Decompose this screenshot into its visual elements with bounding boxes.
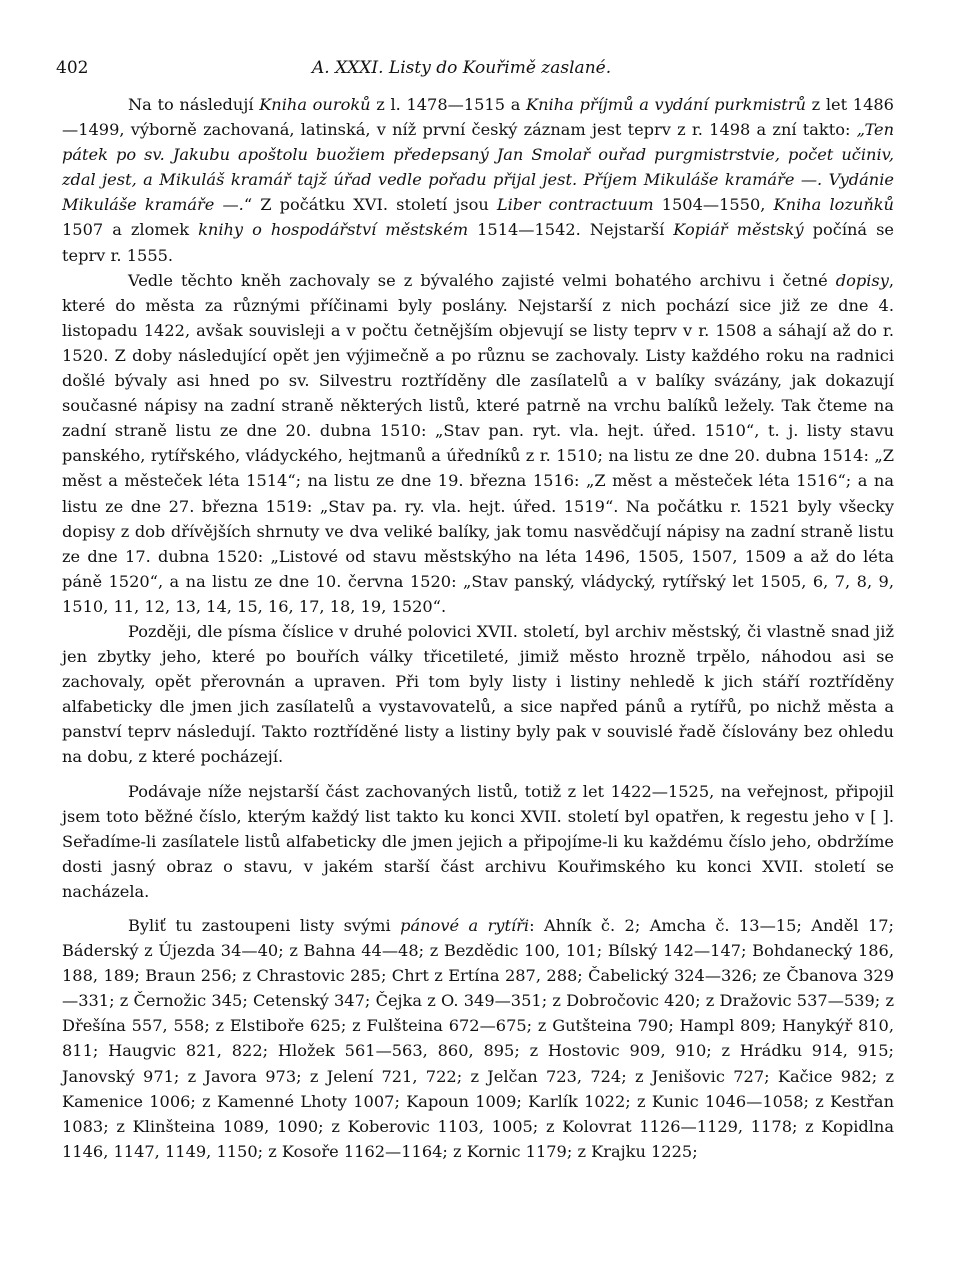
text-run: počíná se teprv r. 1555.	[62, 220, 894, 265]
text-run: Později, dle písma číslice v druhé polovici XVII. století, byl archiv městský, či vlastně snad již jen zbytky jeho, které po bouřích války třicetileté, jimiž město hrozně trpělo, náhodou asi se zachovaly, opět přerovnán a upraven. Při tom byly listy i listiny nehledě k jich stáří roztříděny alfabeticky dle jmen jich zasílatelů a vystavovatelů, a sice napřed pánů a rytířů, po nichž města a panství teprv následují. Takto roztříděné listy a listiny byly pak v souvislé řadě číslovány bez ohledu na dobu, z které pocházejí.	[62, 621, 894, 767]
italic-text: Kniha lozuňků	[773, 195, 894, 215]
italic-text: „Ten pátek po sv. Jakubu apoštolu buožiem předepsaný Jan Smolař ouřad purgmistrstvie, počet učiniv, zdal jest, a Mikuláš kramář tajž úřad vedle pořadu přijal jest. Příjem Mikuláše kramáře —. Vydánie Mikuláše kramáře —.	[62, 120, 894, 215]
paragraph	[62, 92, 894, 268]
italic-text: Liber contractuum	[496, 195, 654, 215]
italic-text: knihy o hospodářství městském	[198, 220, 469, 240]
text-run: , které do města za různými příčinami byly poslány. Nejstarší z nich pochází sice již ze dne 4. listopadu 1422, avšak souvisleji a v počtu četnějším objevují se listy teprv v r. 1508 a sáhají až do r. 1520. Z doby následující opět jen výjimečně a po různu se zachovaly. Listy každého roku na radnici došlé bývaly asi hned po sv. Silvestru roztříděny dle zasílatelů a v balíky svázány, jak dokazují současné nápisy na zadní straně některých listů, které patrně na vrchu balíků ležely. Tak čteme na zadní straně listu ze dne 20. dubna 1510: „Stav pan. ryt. vla. hejt. úřed. 1510“, t. j. listy stavu panského, rytířského, vládyckého, hejtmanů a úředníků z r. 1510; na listu ze dne 20. dubna 1514: „Z měst a městeček léta 1514“; na listu ze dne 19. března 1516: „Z měst a městeček léta 1516“; a na listu ze dne 27. března 1519: „Stav pa. ry. vla. hejt. úřed. 1519“. Na počátku r. 1521 byly všecky dopisy z dob dřívějších shrnuty ve dva veliké balíky, jak tomu nasvědčují nápisy na zadní straně listu ze dne 17. dubna 1520: „Listové od stavu městskýho na léta 1496, 1505, 1507, 1509 a až do léta páně 1520“, a na listu ze dne 10. června 1520: „Stav panský, vládycký, rytířský let 1505, 6, 7, 8, 9, 1510, 11, 12, 13, 14, 15, 16, 17, 18, 19, 1520“.	[62, 270, 894, 616]
paragraph	[62, 779, 894, 904]
paragraph	[62, 619, 894, 770]
body-text	[62, 92, 894, 1164]
page-number: 402	[56, 58, 89, 78]
text-run: 1514—1542. Nejstarší	[468, 220, 674, 240]
text-run: Podávaje níže nejstarší část zachovaných listů, totiž z let 1422—1525, na veřejnost, připojil jsem toto běžné číslo, kterým každý list takto ku konci XVII. století byl opatřen, k regestu jeho v [ ]. Seřadíme-li zasílatele listů alfabeticky dle jmen jejich a připojíme-li ku každému číslo jeho, obdržíme dosti jasný obraz o stavu, v jakém starší část archivu Kouřimského ku konci XVII. století se nacházela.	[62, 781, 894, 901]
running-title: A. XXXI. Listy do Kouřimě zaslané.	[312, 58, 612, 78]
italic-text: Kopiář městský	[673, 220, 804, 240]
italic-text: dopisy	[835, 270, 889, 290]
text-run: z l. 1478—1515 a	[370, 95, 527, 114]
text-run: 1504—1550,	[653, 195, 774, 215]
paragraph	[62, 913, 894, 1164]
page-header	[56, 58, 894, 92]
italic-text: Kniha příjmů a vydání purkmistrů	[526, 95, 806, 114]
italic-text: Kniha ouroků	[259, 95, 371, 114]
text-run: Na to následují	[128, 95, 260, 114]
paragraph	[62, 268, 894, 619]
italic-text: pánové a rytíři	[400, 916, 530, 935]
text-run: z let 1486—1499, výborně zachovaná, latinská, v níž první český záznam jest teprv z r. 1498 a zní takto:	[62, 95, 894, 140]
text-run: : Ahník č. 2; Amcha č. 13—15; Anděl 17; Báderský z Újezda 34—40; z Bahna 44—48; z Bezdědic 100, 101; Bílský 142—147; Bohdanecký 186, 188, 189; Braun 256; z Chrastovic 285; Chrt z Ertína 287, 288; Čabelický 324—326; ze Čbanova 329—331; z Černožic 345; Cetenský 347; Čejka z O. 349—351; z Dobročovic 420; z Dražovic 537—539; z Dřešína 557, 558; z Elstiboře 625; z Fulšteina 672—675; z Gutšteina 790; Hampl 809; Hanykýř 810, 811; Haugvic 821, 822; Hložek 561—563, 860, 895; z Hostovic 909, 910; z Hrádku 914, 915; Janovský 971; z Javora 973; z Jelení 721, 722; z Jelčan 723, 724; z Jenišovic 727; Kačice 982; z Kamenice 1006; z Kamenné Lhoty 1007; Kapoun 1009; Karlík 1022; z Kunic 1046—1058; z Kestřan 1083; z Klinšteina 1089, 1090; z Koberovic 1103, 1005; z Kolovrat 1126—1129, 1178; z Kopidlna 1146, 1147, 1149, 1150; z Kosoře 1162—1164; z Kornic 1179; z Krajku 1225;	[62, 916, 894, 1161]
text-run: “ Z počátku XVI. století jsou	[243, 195, 497, 215]
text-run: 1507 a zlomek	[62, 220, 199, 240]
text-run: Vedle těchto kněh zachovaly se z bývalého zajisté velmi bohatého archivu i četné	[128, 270, 836, 290]
text-run: Byliť tu zastoupeni listy svými	[128, 916, 401, 935]
document-page	[56, 58, 894, 1164]
